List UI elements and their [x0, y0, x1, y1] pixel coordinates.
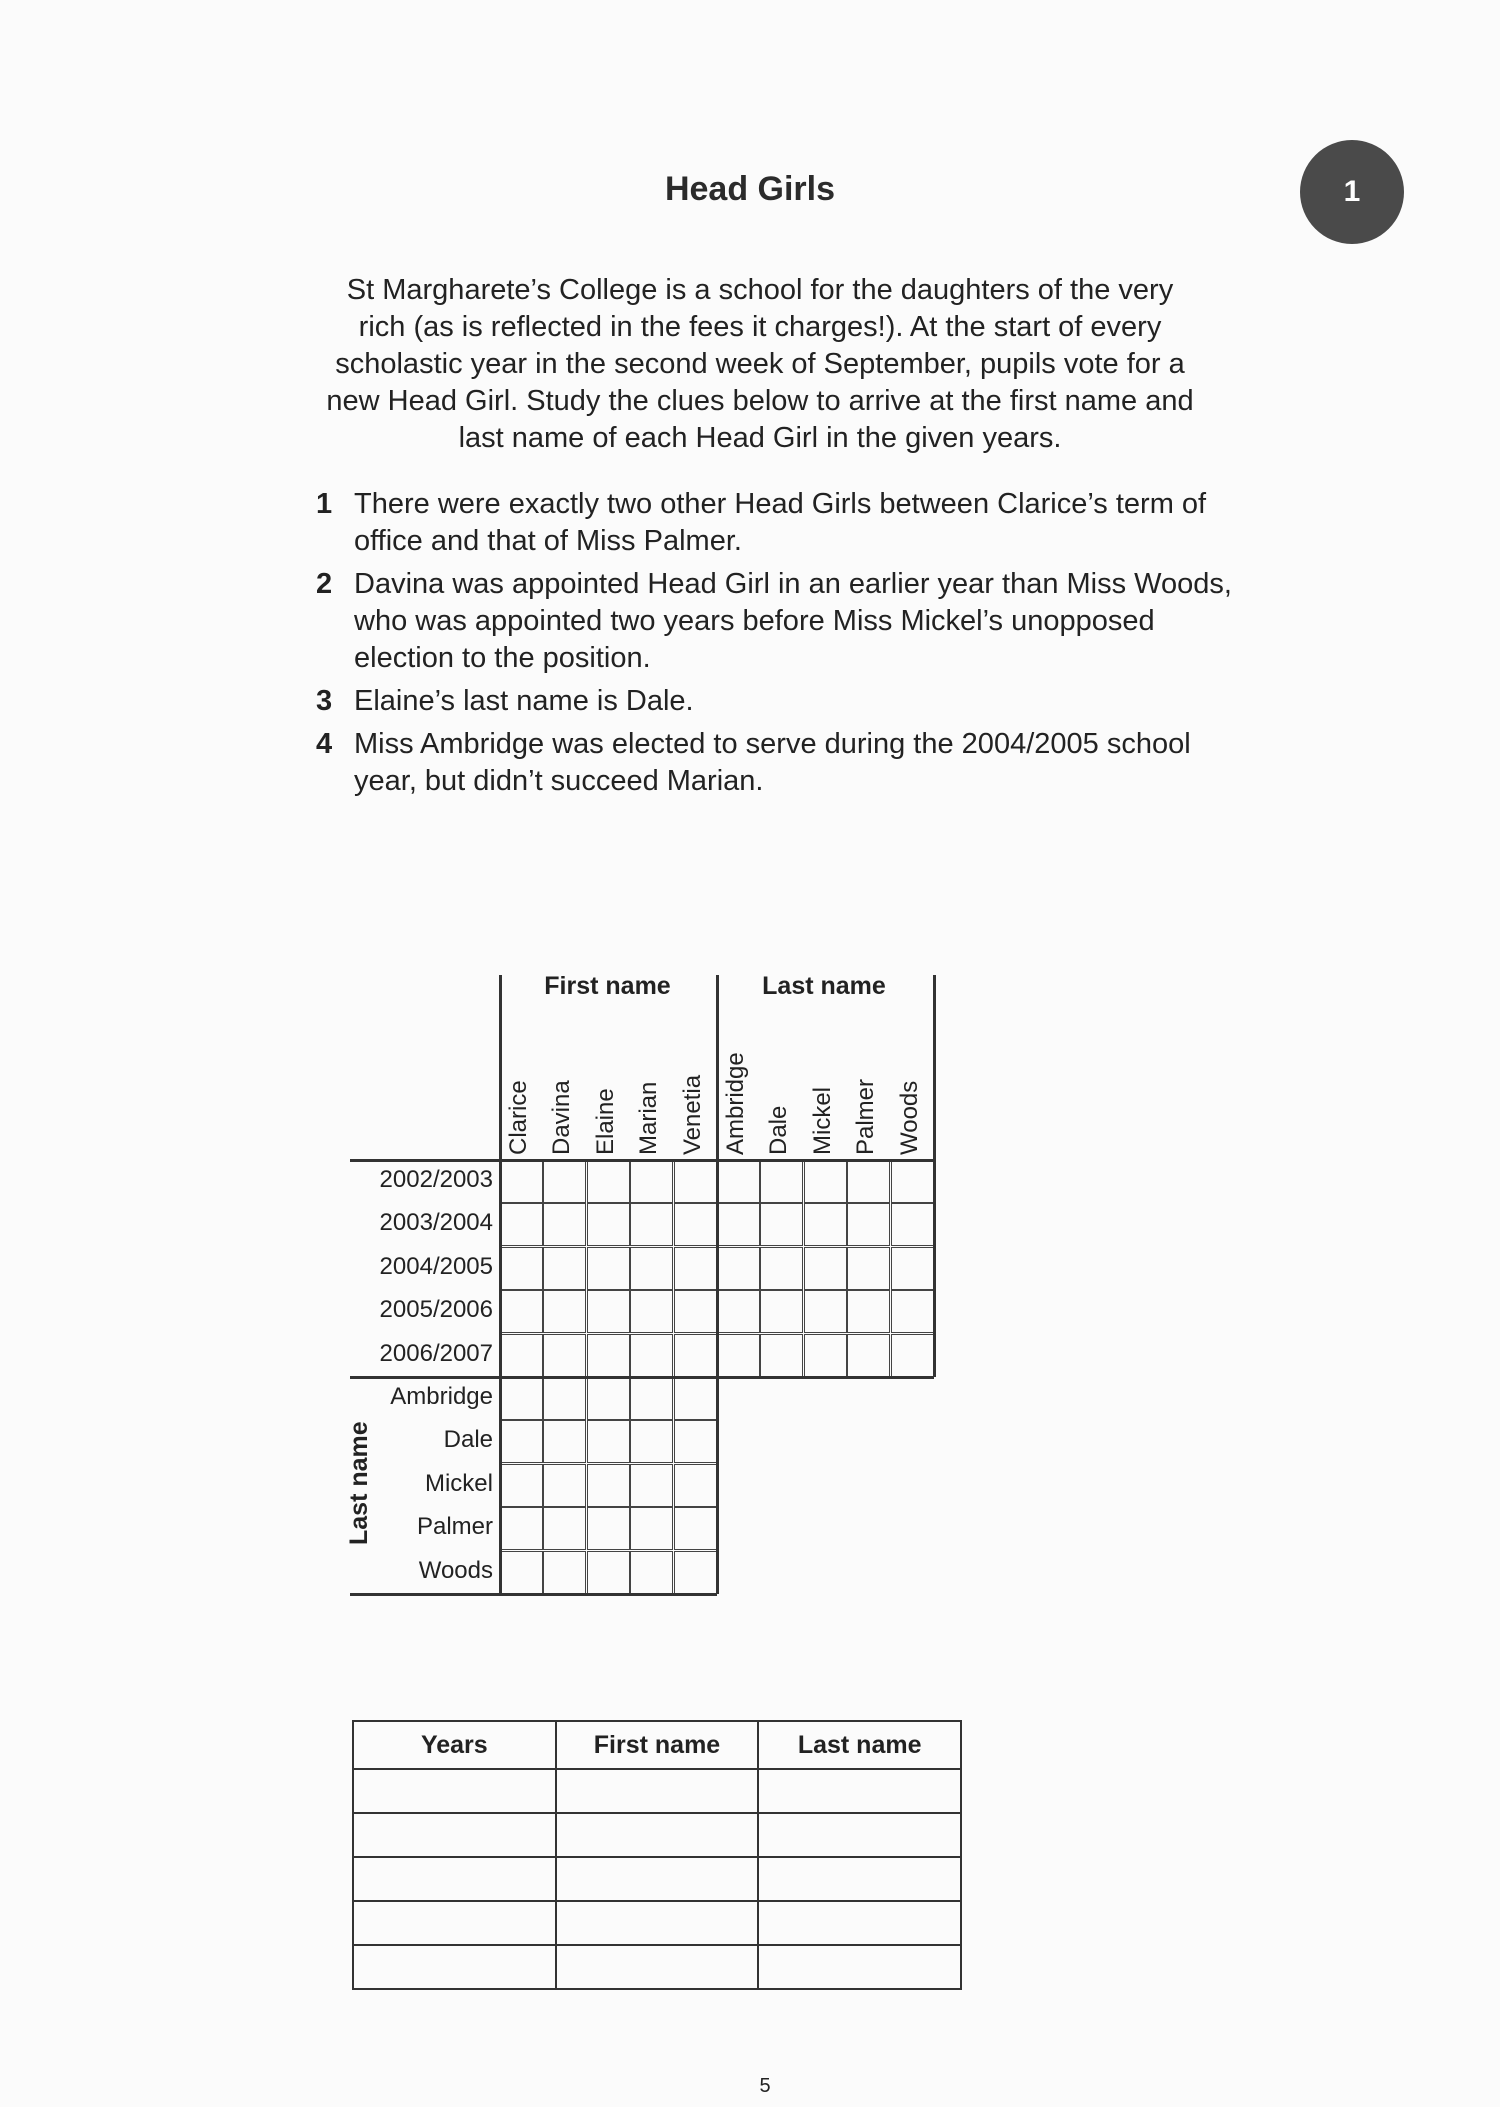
grid-cell[interactable] — [674, 1160, 717, 1203]
col-label-text: Ambridge — [722, 1052, 749, 1155]
side-last-name-header: Last name — [345, 1421, 373, 1545]
grid-cell[interactable] — [674, 1507, 717, 1550]
answer-table — [352, 1720, 962, 1990]
clue-number: 4 — [316, 728, 333, 760]
year-row-label: 2004/2005 — [379, 1252, 493, 1280]
grid-cell[interactable] — [500, 1464, 543, 1507]
last-name-row-label: Ambridge — [390, 1383, 493, 1410]
grid-cell[interactable] — [847, 1160, 890, 1203]
col-label-text: Clarice — [505, 1080, 532, 1155]
grid-cell[interactable] — [891, 1290, 934, 1333]
grid-cell[interactable] — [891, 1160, 934, 1203]
grid-cell[interactable] — [847, 1290, 890, 1333]
grid-cell[interactable] — [587, 1203, 630, 1246]
grid-cell[interactable] — [847, 1203, 890, 1246]
grid-cell[interactable] — [674, 1464, 717, 1507]
grid-cell[interactable] — [674, 1420, 717, 1463]
clue-item — [316, 486, 1236, 560]
year-row-label: 2002/2003 — [379, 1166, 493, 1193]
grid-cell[interactable] — [804, 1160, 847, 1203]
grid-cell[interactable] — [717, 1160, 760, 1203]
grid-cell[interactable] — [587, 1551, 630, 1594]
last-name-row-label: Mickel — [424, 1469, 493, 1497]
grid-cell[interactable] — [543, 1507, 586, 1550]
grid-cell[interactable] — [543, 1420, 586, 1463]
grid-cell[interactable] — [543, 1334, 586, 1377]
clue-number: 1 — [316, 488, 333, 520]
grid-cell[interactable] — [717, 1290, 760, 1333]
first-name-col-label — [630, 955, 672, 1155]
grid-cell[interactable] — [500, 1551, 543, 1594]
grid-cell[interactable] — [630, 1420, 673, 1463]
grid-cell[interactable] — [630, 1290, 673, 1333]
grid-cell[interactable] — [630, 1334, 673, 1377]
answer-header-row — [353, 1721, 961, 1769]
grid-cell[interactable] — [630, 1247, 673, 1290]
grid-cell[interactable] — [891, 1203, 934, 1246]
answer-cell[interactable] — [353, 1769, 556, 1813]
grid-cell[interactable] — [500, 1507, 543, 1550]
grid-cell[interactable] — [891, 1247, 934, 1290]
clue-item — [316, 726, 1236, 800]
grid-divider — [500, 1376, 934, 1379]
answer-cell[interactable] — [758, 1901, 961, 1945]
grid-cell[interactable] — [717, 1203, 760, 1246]
answer-cell[interactable] — [353, 1813, 556, 1857]
grid-cell[interactable] — [500, 1160, 543, 1203]
first-name-col-label — [674, 955, 716, 1155]
grid-cell[interactable] — [717, 1334, 760, 1377]
answer-row — [353, 1945, 961, 1989]
grid-cell[interactable] — [543, 1377, 586, 1420]
grid-divider — [350, 1159, 934, 1162]
clue-number: 2 — [316, 568, 333, 600]
grid-cell[interactable] — [543, 1551, 586, 1594]
grid-cell[interactable] — [500, 1334, 543, 1377]
grid-divider — [933, 975, 936, 1377]
grid-cell[interactable] — [543, 1464, 586, 1507]
grid-cell[interactable] — [543, 1290, 586, 1333]
clue-text: There were exactly two other Head Girls between Clarice’s term of office and that of Miss Palmer. — [354, 488, 1207, 557]
clue-text: Miss Ambridge was elected to serve during the 2004/2005 school year, but didn’t succeed Marian. — [354, 728, 1191, 797]
grid-cell[interactable] — [674, 1247, 717, 1290]
grid-cell[interactable] — [587, 1247, 630, 1290]
grid-cell[interactable] — [630, 1551, 673, 1594]
grid-cell[interactable] — [674, 1551, 717, 1594]
grid-cell[interactable] — [760, 1160, 803, 1203]
grid-cell[interactable] — [760, 1203, 803, 1246]
grid-divider — [716, 975, 719, 1594]
page-title: Head Girls — [664, 170, 836, 208]
grid-cell[interactable] — [760, 1247, 803, 1290]
answer-row — [353, 1769, 961, 1813]
grid-cell[interactable] — [587, 1160, 630, 1203]
answer-row — [353, 1901, 961, 1945]
year-row-label: 2006/2007 — [379, 1339, 493, 1367]
answer-cell[interactable] — [556, 1813, 759, 1857]
grid-cell[interactable] — [674, 1377, 717, 1420]
col-label-text: Woods — [895, 1080, 923, 1155]
grid-cell[interactable] — [804, 1247, 847, 1290]
last-name-col-label — [760, 955, 802, 1155]
answer-cell[interactable] — [353, 1945, 556, 1989]
grid-cell[interactable] — [760, 1334, 803, 1377]
answer-cell[interactable] — [556, 1901, 759, 1945]
answer-cell[interactable] — [353, 1901, 556, 1945]
year-row-label: 2003/2004 — [379, 1209, 493, 1237]
answer-cell[interactable] — [556, 1945, 759, 1989]
grid-cell[interactable] — [891, 1334, 934, 1377]
last-name-col-label — [847, 955, 889, 1155]
answer-cell[interactable] — [556, 1769, 759, 1813]
grid-divider — [499, 975, 502, 1594]
answer-cell[interactable] — [758, 1857, 961, 1901]
first-name-col-label — [500, 955, 542, 1155]
answer-cell[interactable] — [758, 1813, 961, 1857]
grid-cell[interactable] — [500, 1247, 543, 1290]
grid-cell[interactable] — [804, 1334, 847, 1377]
year-row-label: 2005/2006 — [379, 1296, 493, 1324]
first-name-header: First name — [544, 972, 671, 1000]
grid-cell[interactable] — [630, 1507, 673, 1550]
col-label-text: Venetia — [678, 1074, 706, 1155]
grid-cell[interactable] — [804, 1203, 847, 1246]
answer-row — [353, 1813, 961, 1857]
grid-cell[interactable] — [500, 1203, 543, 1246]
last-name-col-label — [717, 955, 759, 1155]
grid-cell[interactable] — [847, 1334, 890, 1377]
col-label-text: Elaine — [591, 1088, 619, 1155]
col-label-text: Davina — [548, 1080, 576, 1155]
grid-cell[interactable] — [717, 1247, 760, 1290]
grid-cell[interactable] — [587, 1464, 630, 1507]
grid-cell[interactable] — [587, 1420, 630, 1463]
answer-cell[interactable] — [758, 1769, 961, 1813]
col-label-text: Mickel — [808, 1086, 836, 1155]
answer-header-last-name: Last name — [758, 1721, 961, 1769]
col-label-text: Dale — [765, 1105, 793, 1155]
col-label-text: Palmer — [852, 1078, 880, 1155]
answer-cell[interactable] — [353, 1857, 556, 1901]
grid-cell[interactable] — [630, 1377, 673, 1420]
answer-header-years: Years — [353, 1721, 556, 1769]
grid-cell[interactable] — [500, 1377, 543, 1420]
col-label-text: Marian — [635, 1081, 663, 1155]
first-name-col-label — [543, 955, 585, 1155]
grid-cell[interactable] — [587, 1334, 630, 1377]
grid-cell[interactable] — [543, 1203, 586, 1246]
grid-cell[interactable] — [674, 1334, 717, 1377]
grid-cell[interactable] — [543, 1247, 586, 1290]
grid-cell[interactable] — [847, 1247, 890, 1290]
grid-cell[interactable] — [587, 1377, 630, 1420]
clue-number: 3 — [316, 685, 333, 717]
grid-cell[interactable] — [630, 1160, 673, 1203]
grid-cell[interactable] — [630, 1203, 673, 1246]
grid-cell[interactable] — [760, 1290, 803, 1333]
last-name-row-label: Palmer — [416, 1513, 493, 1541]
grid-cell[interactable] — [587, 1290, 630, 1333]
grid-cell[interactable] — [500, 1290, 543, 1333]
grid-cell[interactable] — [543, 1160, 586, 1203]
answer-cell[interactable] — [556, 1857, 759, 1901]
grid-cell[interactable] — [674, 1290, 717, 1333]
grid-cell[interactable] — [630, 1464, 673, 1507]
grid-cell[interactable] — [500, 1420, 543, 1463]
grid-cell[interactable] — [674, 1203, 717, 1246]
last-name-row-label: Woods — [418, 1556, 493, 1584]
grid-divider — [350, 1593, 717, 1596]
clue-item — [316, 683, 1236, 720]
intro-paragraph: St Margharete’s College is a school for the daughters of the very rich (as is reflected in the fees it charges!). At the start of every scholastic year in the second week of September, pupils vote for a new Head Girl. Study the clues below to arrive at the first name and last name of each Head Girl in the given years. — [326, 274, 1194, 454]
answer-row — [353, 1857, 961, 1901]
grid-cell[interactable] — [804, 1290, 847, 1333]
clue-text: Davina was appointed Head Girl in an earlier year than Miss Woods, who was appointed two years before Miss Mickel’s unopposed election to the position. — [354, 568, 1232, 674]
answer-cell[interactable] — [758, 1945, 961, 1989]
puzzle-number-badge: 1 — [1300, 140, 1404, 244]
last-name-col-label — [891, 955, 933, 1155]
last-name-col-label — [804, 955, 846, 1155]
last-name-header: Last name — [762, 972, 886, 1000]
answer-header-first-name: First name — [556, 1721, 759, 1769]
grid-cell[interactable] — [587, 1507, 630, 1550]
page-number: 5 — [759, 2075, 771, 2097]
last-name-row-label: Dale — [443, 1426, 493, 1454]
clue-list — [316, 486, 1236, 806]
clue-item — [316, 566, 1236, 677]
first-name-col-label — [587, 955, 629, 1155]
clue-text: Elaine’s last name is Dale. — [354, 685, 694, 717]
